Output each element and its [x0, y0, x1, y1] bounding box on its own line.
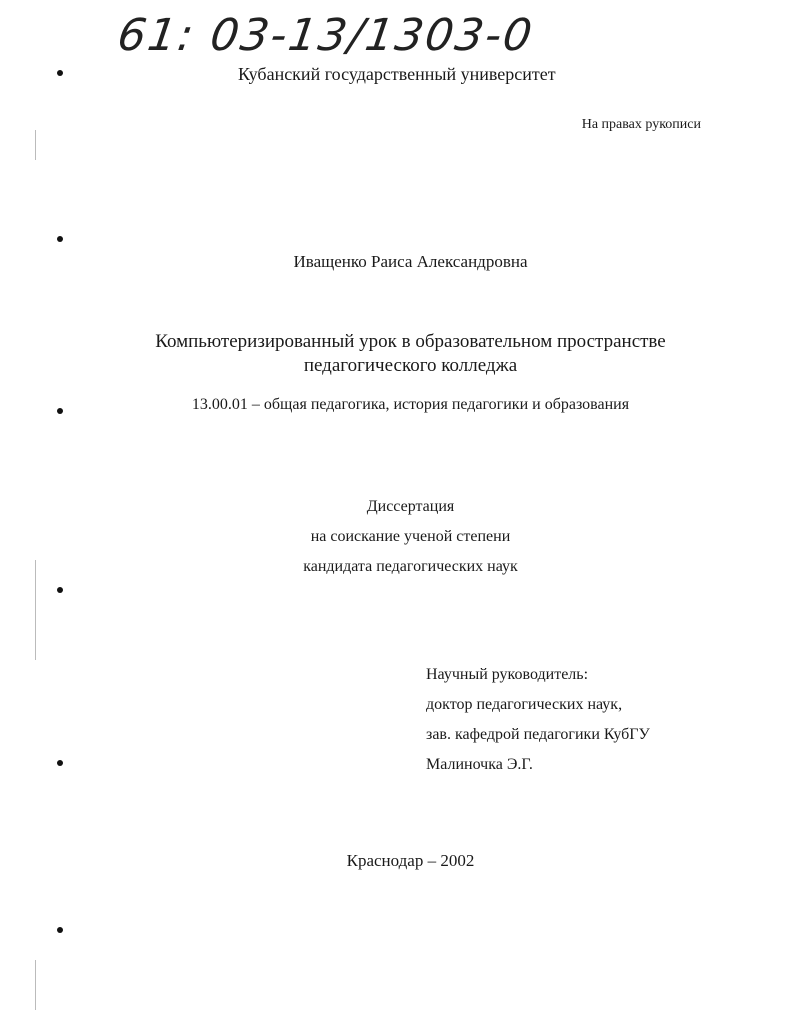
supervisor-degree: доктор педагогических наук,: [426, 696, 623, 713]
binding-hole-mark: [57, 927, 63, 933]
margin-line: [35, 960, 36, 1010]
city-year: Краснодар – 2002: [346, 851, 475, 870]
supervisor-position: зав. кафедрой педагогики КубГУ: [426, 726, 650, 743]
title-line-2: педагогического колледжа: [303, 355, 518, 376]
degree-line-3: кандидата педагогических наук: [303, 558, 518, 575]
degree-line-2: на соискание ученой степени: [310, 528, 511, 545]
specialty-code: 13.00.01 – общая педагогика, история педагогики и образования: [191, 396, 630, 413]
author-name: Иващенко Раиса Александровна: [293, 252, 528, 271]
degree-block: [15, 492, 791, 582]
binding-hole-mark: [57, 236, 63, 242]
archive-code-handwritten: 61: 03-13/1303-0: [114, 10, 537, 61]
supervisor-name: Малиночка Э.Г.: [426, 756, 533, 773]
title-line-1: Компьютеризированный урок в образовательном пространстве: [155, 331, 666, 352]
binding-hole-mark: [57, 760, 63, 766]
supervisor-label: Научный руководитель:: [426, 666, 589, 683]
dissertation-title: [15, 330, 791, 378]
binding-hole-mark: [57, 587, 63, 593]
rights-notice: На правах рукописи: [581, 117, 701, 132]
supervisor-block: [426, 660, 650, 780]
margin-line: [35, 130, 36, 160]
binding-hole-mark: [57, 70, 63, 76]
degree-line-1: Диссертация: [366, 498, 455, 515]
university-name: Кубанский государственный университет: [238, 64, 556, 84]
